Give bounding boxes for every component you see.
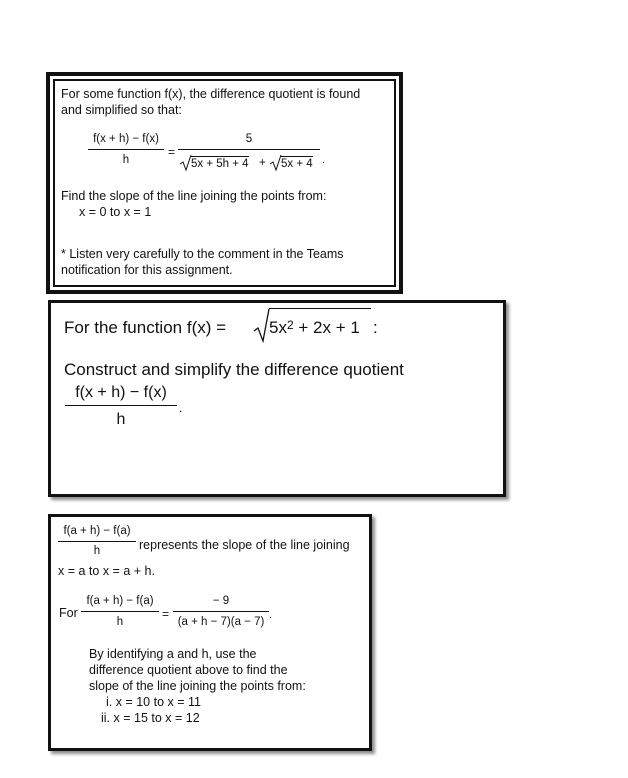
- problem-2-colon: :: [373, 318, 378, 337]
- problem-1-lhs-numerator: f(x + h) − f(x): [93, 133, 159, 145]
- problem-1-rhs-plus: +: [259, 157, 266, 169]
- problem-3-for-denominator: h: [116, 616, 124, 628]
- problem-1-rhs-radicand-a: 5x + 5h + 4: [191, 158, 249, 170]
- problem-3-for-label: For: [59, 606, 78, 620]
- problem-2-dq-numerator: f(x + h) − f(x): [75, 384, 167, 401]
- problem-1-intro-line-1: For some function f(x), the difference quotient is found: [61, 87, 361, 101]
- problem-3-for-numerator: f(a + h) − f(a): [86, 595, 154, 607]
- problem-3-dq-numerator: f(a + h) − f(a): [63, 525, 131, 537]
- problem-2-dq-fraction: [65, 383, 177, 429]
- problem-2-radicand-5x: 5x: [269, 318, 287, 337]
- problem-1-note-line-2: notification for this assignment.: [61, 263, 233, 277]
- problem-2-box: [48, 300, 506, 497]
- problem-2-sqrt-symbol: [253, 307, 270, 343]
- problem-1-task-line-2: x = 0 to x = 1: [79, 205, 152, 219]
- problem-3-instruction-line-2: difference quotient above to find the: [89, 663, 288, 677]
- problem-3-rhs-numerator: − 9: [212, 595, 230, 607]
- problem-1-box: [46, 72, 403, 294]
- problem-3-rhs-fraction: [173, 594, 269, 630]
- problem-1-period: .: [322, 154, 326, 166]
- problem-3-for-fraction: [81, 594, 159, 630]
- problem-2-radicand-rest: + 2x + 1: [293, 318, 360, 337]
- problem-3-instruction-line-1: By identifying a and h, use the: [89, 647, 257, 661]
- problem-1-rhs-numerator: 5: [245, 133, 253, 145]
- problem-1-task-line-1: Find the slope of the line joining the points from:: [61, 189, 327, 203]
- problem-3-dq-fraction: [58, 524, 136, 559]
- problem-3-rhs-denominator: (a + h − 7)(a − 7): [177, 616, 265, 628]
- problem-1-note-line-1: * Listen very carefully to the comment in the Teams: [61, 247, 344, 261]
- problem-3-instruction-line-3: slope of the line joining the points from:: [89, 679, 306, 693]
- problem-3-equals: =: [162, 607, 170, 621]
- problem-2-task: Construct and simplify the difference quotient: [64, 360, 404, 379]
- problem-3-period: .: [269, 609, 273, 621]
- problem-1-rhs-radicand-b: 5x + 4: [281, 158, 313, 170]
- problem-1-equals: =: [168, 145, 176, 159]
- problem-3-box: [48, 514, 372, 751]
- problem-3-represents-text: represents the slope of the line joining: [139, 538, 350, 552]
- problem-2-dq-denominator: h: [116, 411, 126, 428]
- problem-3-item-1: i. x = 10 to x = 11: [106, 695, 201, 709]
- problem-3-range: x = a to x = a + h.: [58, 564, 155, 578]
- problem-1-intro-line-2: and simplified so that:: [61, 103, 182, 117]
- problem-3-dq-denominator: h: [93, 545, 101, 557]
- problem-2-period: .: [179, 401, 183, 415]
- problem-1-lhs-denominator: h: [122, 154, 130, 166]
- problem-3-item-2: ii. x = 15 to x = 12: [101, 711, 200, 725]
- problem-2-radicand: [269, 308, 371, 338]
- problem-2-function-prefix: For the function f(x) =: [64, 318, 227, 337]
- problem-2-exponent: 2: [286, 318, 294, 332]
- problem-1-lhs-fraction: [88, 132, 164, 168]
